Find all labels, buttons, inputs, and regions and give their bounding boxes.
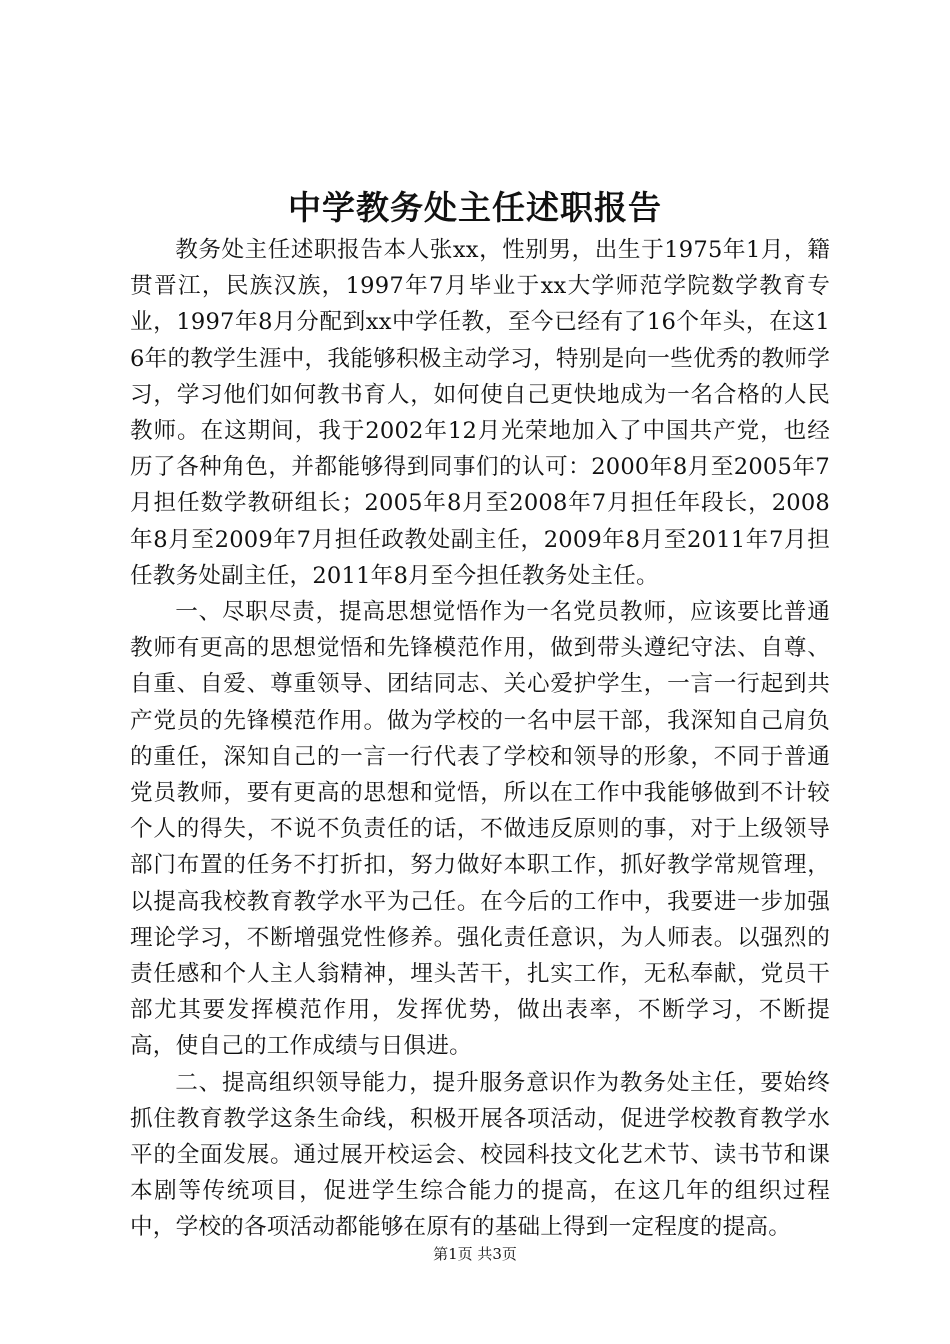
page-number-footer: 第1页 共3页 <box>433 1245 517 1263</box>
document-body <box>130 232 830 1246</box>
document-title: 中学教务处主任述职报告 <box>288 188 662 227</box>
paragraph-section-two: 二、提高组织领导能力，提升服务意识作为教务处主任，要始终抓住教育教学这条生命线，积极开展各项活动，促进学校教育教学水平的全面发展。通过展开校运会、校园科技文化艺术节、读书节和课本剧等传统项目，促进学生综合能力的提高，在这几年的组织过程中，学校的各项活动都能够在原有的基础上得到一定程度的提高。 <box>130 1069 830 1241</box>
paragraph-intro: 教务处主任述职报告本人张xx，性别男，出生于1975年1月，籍贯晋江，民族汉族，1997年7月毕业于xx大学师范学院数学教育专业，1997年8月分配到xx中学任教，至今已经有了16个年头，在这16年的教学生涯中，我能够积极主动学习，特别是向一些优秀的教师学习，学习他们如何教书育人，如何使自己更快地成为一名合格的人民教师。在这期间，我于2002年12月光荣地加入了中国共产党，也经历了各种角色，并都能够得到同事们的认可：2000年8月至2005年7月担任数学教研组长；2005年8月至2008年7月担任年段长，2008年8月至2009年7月担任政教处副主任，2009年8月至2011年7月担任教务处副主任，2011年8月至今担任教务处主任。 <box>130 237 830 589</box>
paragraph-section-one: 一、尽职尽责，提高思想觉悟作为一名党员教师，应该要比普通教师有更高的思想觉悟和先锋模范作用，做到带头遵纪守法、自尊、自重、自爱、尊重领导、团结同志、关心爱护学生，一言一行起到共产党员的先锋模范作用。做为学校的一名中层干部，我深知自己肩负的重任，深知自己的一言一行代表了学校和领导的形象，不同于普通党员教师，要有更高的思想和觉悟，所以在工作中我能够做到不计较个人的得失，不说不负责任的话，不做违反原则的事，对于上级领导部门布置的任务不打折扣，努力做好本职工作，抓好教学常规管理，以提高我校教育教学水平为己任。在今后的工作中，我要进一步加强理论学习，不断增强党性修养。强化责任意识，为人师表。以强烈的责任感和个人主人翁精神，埋头苦干，扎实工作，无私奉献，党员干部尤其要发挥模范作用，发挥优势，做出表率，不断学习，不断提高，使自己的工作成绩与日俱进。 <box>130 599 830 1060</box>
